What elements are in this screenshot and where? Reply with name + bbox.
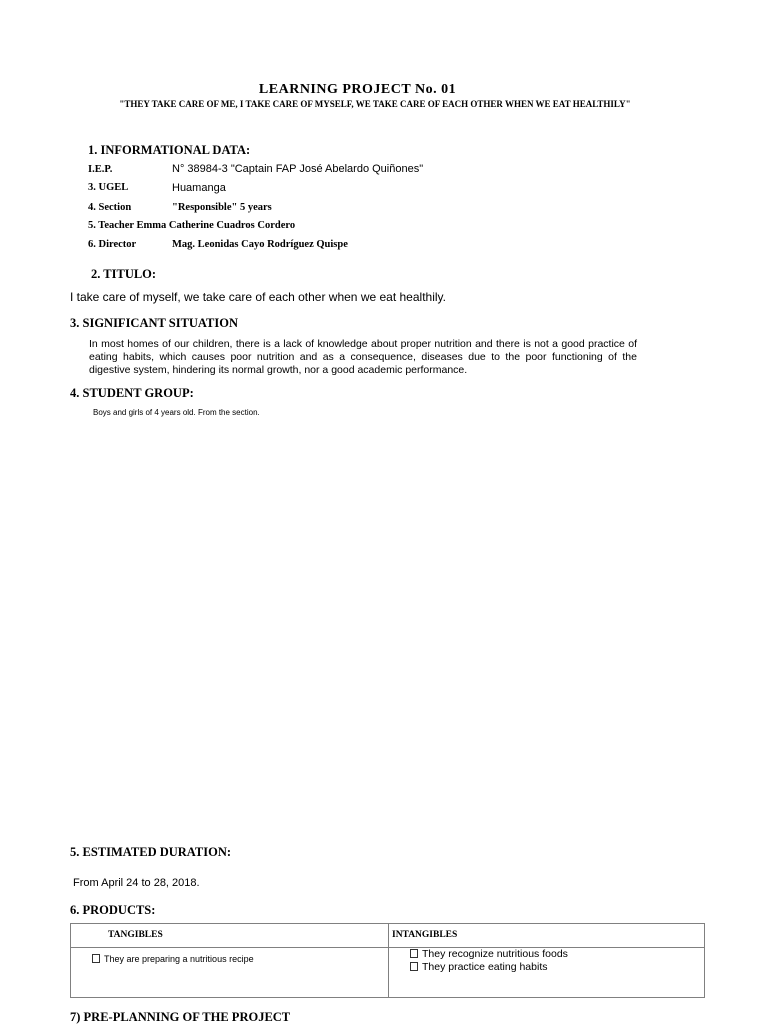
document-subtitle: "THEY TAKE CARE OF ME, I TAKE CARE OF MYSELF, WE TAKE CARE OF EACH OTHER WHEN WE EAT HEALTHILY" [119, 99, 631, 109]
checkbox-bullet-icon [92, 954, 100, 963]
tangibles-cell [71, 948, 389, 998]
info-label-director: 6. Director [88, 239, 137, 250]
intangibles-header-cell [389, 924, 705, 948]
info-value-iep: N° 38984-3 "Captain FAP José Abelardo Quiñones" [172, 163, 424, 175]
intangibles-cell [389, 948, 705, 998]
tangibles-header: TANGIBLES [108, 930, 163, 940]
section-preplanning-heading: 7) PRE-PLANNING OF THE PROJECT [70, 1010, 291, 1024]
list-item [410, 948, 704, 961]
info-label-iep: I.E.P. [88, 164, 113, 175]
tangible-item-text: They are preparing a nutritious recipe [104, 954, 254, 964]
tangibles-header-cell [71, 924, 389, 948]
section-situation-heading: 3. SIGNIFICANT SITUATION [70, 316, 238, 330]
section-informational-heading: 1. INFORMATIONAL DATA: [88, 143, 251, 157]
intangibles-header: INTANGIBLES [392, 930, 458, 940]
section-group-heading: 4. STUDENT GROUP: [70, 386, 194, 400]
section-products-heading: 6. PRODUCTS: [70, 903, 156, 917]
duration-text: From April 24 to 28, 2018. [73, 877, 200, 889]
titulo-text: I take care of myself, we take care of each other when we eat healthily. [70, 290, 446, 304]
info-label-ugel: 3. UGEL [88, 182, 129, 193]
list-item [410, 961, 704, 974]
info-value-ugel: Huamanga [172, 182, 226, 194]
info-value-director: Mag. Leonidas Cayo Rodríguez Quispe [172, 239, 348, 250]
intangible-item-text: They practice eating habits [422, 961, 548, 973]
checkbox-bullet-icon [410, 962, 418, 971]
section-titulo-heading: 2. TITULO: [91, 267, 157, 281]
products-table [70, 923, 705, 998]
checkbox-bullet-icon [410, 949, 418, 958]
info-label-section: 4. Section [88, 202, 132, 213]
list-item [71, 948, 388, 966]
intangible-item-text: They recognize nutritious foods [422, 948, 568, 960]
info-value-section: "Responsible" 5 years [172, 202, 272, 213]
document-title: LEARNING PROJECT No. 01 [258, 82, 457, 97]
section-duration-heading: 5. ESTIMATED DURATION: [70, 845, 232, 859]
situation-paragraph: In most homes of our children, there is a lack of knowledge about proper nutrition and there is not a good practice of eating habits, which causes poor nutrition and as a consequence, diseases due to the poor functioning of the digestive system, hindering its normal growth, nor a good academic performance. [89, 338, 637, 376]
group-text: Boys and girls of 4 years old. From the section. [93, 408, 260, 417]
info-label-teacher: 5. Teacher Emma Catherine Cuadros Cordero [88, 220, 296, 231]
